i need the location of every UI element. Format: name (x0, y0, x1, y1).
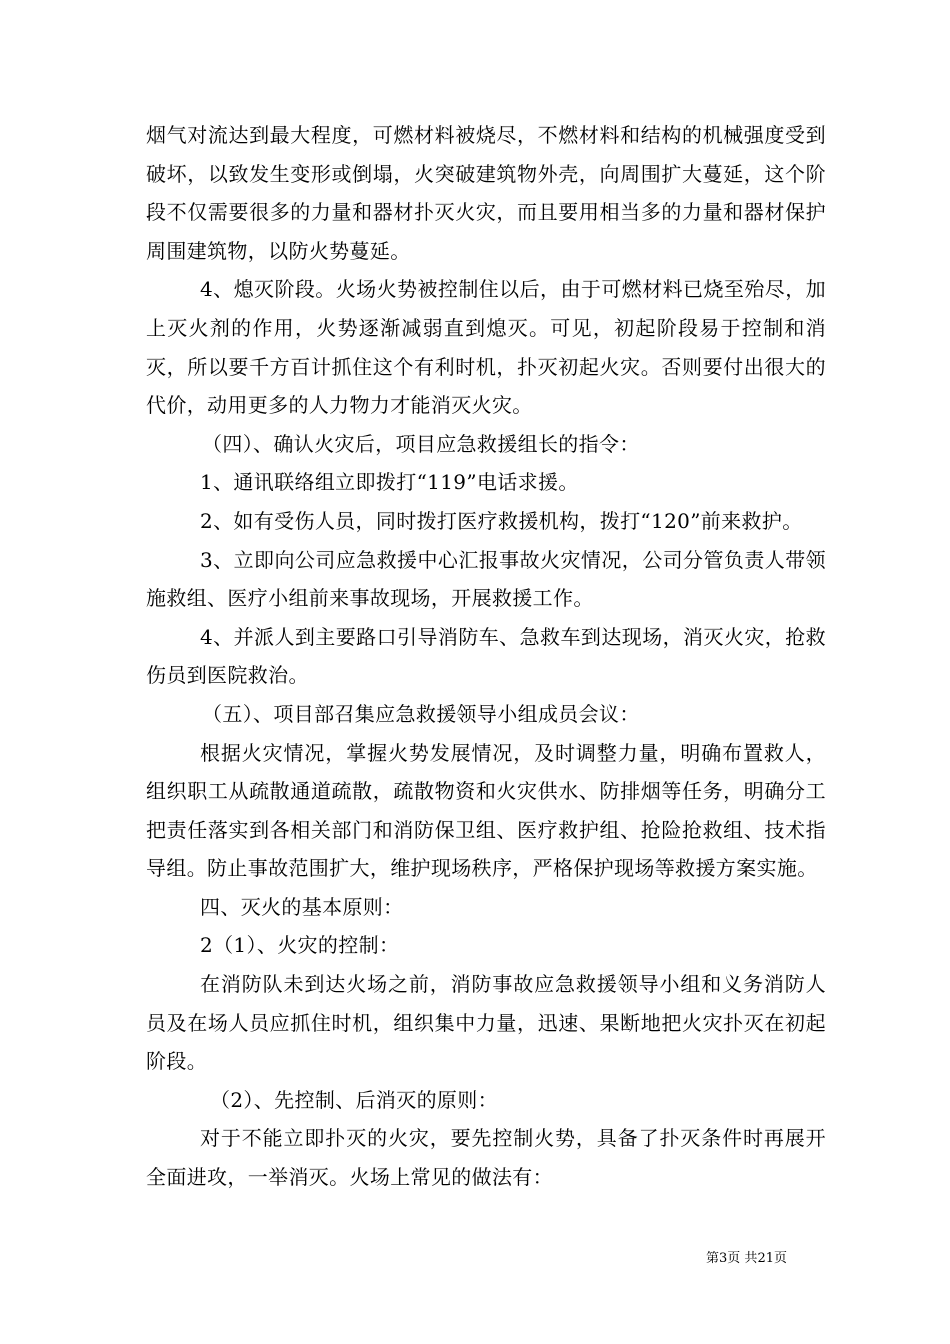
heading-control-first-principle: （2）、先控制、后消灭的原则： (210, 1087, 498, 1112)
paragraph-report-company: 3、立即向公司应急救援中心汇报事故火灾情况，公司分管负责人带领施救组、医疗小组前来事故现场，开展救援工作。 (146, 547, 826, 611)
footer-prefix: 第 (706, 1251, 720, 1266)
footer-suffix: 页 (773, 1251, 787, 1266)
heading-section-four-confirm-fire: （四）、确认火灾后，项目应急救援组长的指令： (202, 431, 640, 456)
paragraph-extinguish-stage: 4、熄灭阶段。火场火势被控制住以后，由于可燃材料已烧至殆尽，加上灭火剂的作用，火势逐渐减弱直到熄灭。可见，初起阶段易于控制和消灭，所以要千方百计抓住这个有利时机，扑灭初起火灾。否则要付出很大的代价，动用更多的人力物力才能消灭火灾。 (146, 277, 826, 418)
paragraph-fire-spread-stage: 烟气对流达到最大程度，可燃材料被烧尽，不燃材料和结构的机械强度受到破坏，以致发生变形或倒塌，火突破建筑物外壳，向周围扩大蔓延，这个阶段不仅需要很多的力量和器材扑灭火灾，而且要用相当多的力量和器材保护周围建筑物，以防火势蔓延。 (146, 123, 826, 263)
page-number-footer (706, 1250, 787, 1268)
heading-basic-principles: 四、灭火的基本原则： (200, 894, 404, 919)
paragraph-guide-vehicles: 4、并派人到主要路口引导消防车、急救车到达现场，消灭火灾，抢救伤员到医院救治。 (146, 624, 826, 688)
paragraph-before-fire-brigade: 在消防队未到达火场之前，消防事故应急救援领导小组和义务消防人员及在场人员应抓住时机，组织集中力量，迅速、果断地把火灾扑灭在初起阶段。 (146, 972, 826, 1074)
body-text (146, 116, 826, 1197)
footer-current-page: 3 (719, 1251, 728, 1266)
paragraph-control-fire-first: 对于不能立即扑灭的火灾，要先控制火势，具备了扑灭条件时再展开全面进攻，一举消灭。火场上常见的做法有： (146, 1126, 826, 1190)
paragraph-meeting-details: 根据火灾情况，掌握火势发展情况，及时调整力量，明确布置救人，组织职工从疏散通道疏散，疏散物资和火灾供水、防排烟等任务，明确分工把责任落实到各相关部门和消防保卫组、医疗救护组、抢险抢救组、技术指导组。防止事故范围扩大，维护现场秩序，严格保护现场等救援方案实施。 (146, 740, 826, 881)
footer-total-pages: 21 (757, 1251, 774, 1266)
heading-section-five-meeting: （五）、项目部召集应急救援领导小组成员会议： (202, 701, 640, 726)
paragraph-call-120: 2、如有受伤人员，同时拨打医疗救援机构，拨打“120”前来救护。 (200, 508, 803, 533)
paragraph-call-119: 1、通讯联络组立即拨打“119”电话求援。 (200, 470, 579, 495)
footer-middle: 页 共 (727, 1251, 758, 1266)
heading-fire-control: 2（1）、火灾的控制： (200, 933, 400, 958)
